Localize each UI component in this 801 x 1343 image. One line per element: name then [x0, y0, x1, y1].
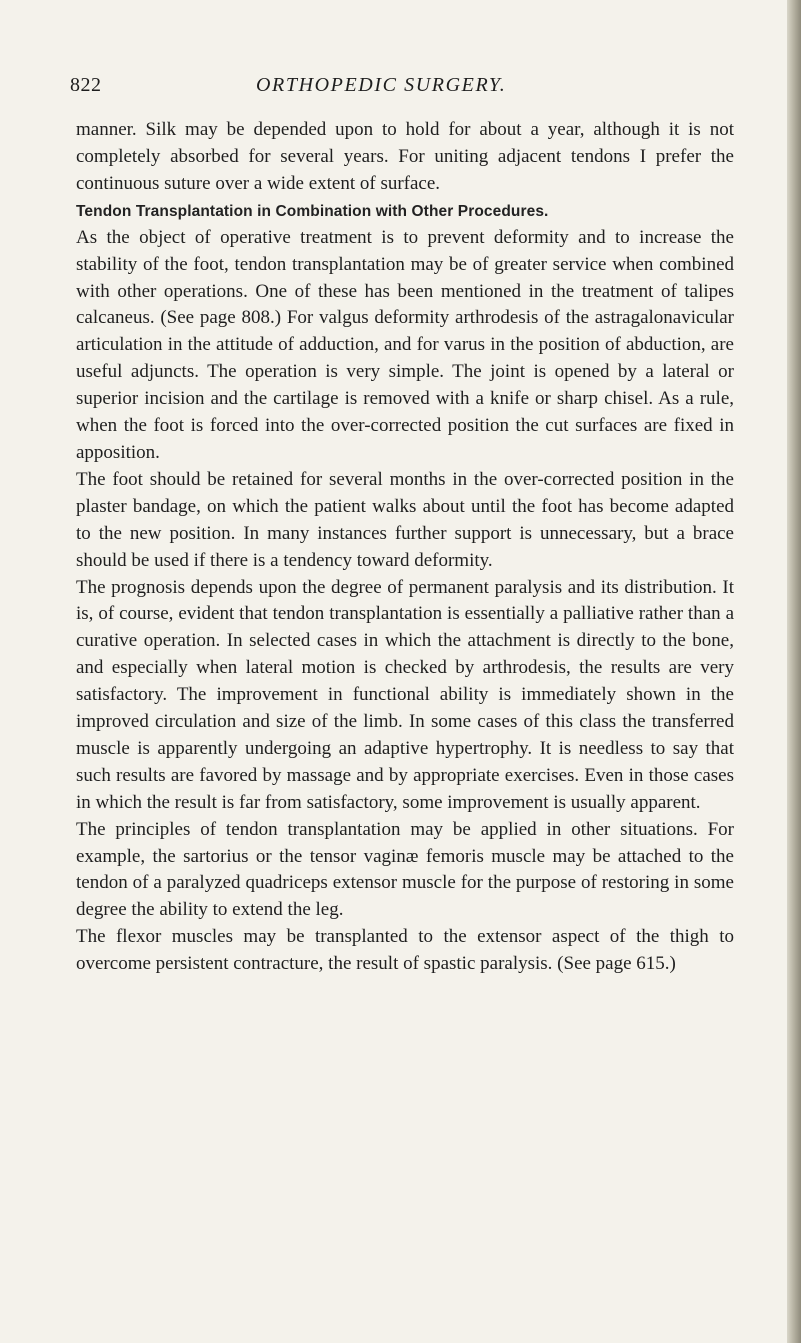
- body-text: [76, 117, 734, 978]
- page-number: 822: [70, 74, 102, 96]
- page-edge-shadow: [787, 0, 801, 1343]
- paragraph-1: manner. Silk may be depended upon to hold for about a year, although it is not completely absorbed for several years. For uniting adjacent tendons I prefer the continuous suture over a wide extent of surface.: [76, 119, 734, 194]
- paragraph-6: The flexor muscles may be transplanted to the extensor aspect of the thigh to overcome persistent contracture, the result of spastic paralysis. (See page 615.): [76, 926, 734, 975]
- paragraph-2: As the object of operative treatment is to prevent deformity and to increase the stability of the foot, tendon transplantation may be of greater service when combined with other operations. One of these has been mentioned in the treatment of talipes calcaneus. (See page 808.) For valgus deformity arthrodesis of the astragalonavicular articulation in the attitude of adduction, and for varus in the position of abduction, are useful adjuncts. The operation is very simple. The joint is opened by a lateral or superior incision and the cartilage is removed with a knife or sharp chisel. As a rule, when the foot is forced into the over-corrected position the cut surfaces are fixed in apposition.: [76, 226, 734, 463]
- paragraph-3: The foot should be retained for several months in the over-corrected position in the plaster bandage, on which the patient walks about until the foot has become adapted to the new position. In many instances further support is unnecessary, but a brace should be used if there is a tendency toward deformity.: [76, 468, 734, 571]
- running-title: ORTHOPEDIC SURGERY.: [256, 74, 507, 96]
- section-heading: Tendon Transplantation in Combination with Other Procedures.: [76, 202, 549, 220]
- paragraph-4: The prognosis depends upon the degree of permanent paralysis and its distribution. It is, of course, evident that tendon transplantation is essentially a palliative rather than a curative operation. In selected cases in which the attachment is directly to the bone, and especially when lateral motion is checked by arthrodesis, the results are very satisfactory. The improvement in functional ability is immediately shown in the improved circulation and size of the limb. In some cases of this class the transferred muscle is apparently undergoing an adaptive hypertrophy. It is needless to say that such results are favored by massage and by appropriate exercises. Even in those cases in which the result is far from satisfactory, some improvement is usually apparent.: [76, 576, 734, 813]
- paragraph-5: The principles of tendon transplantation may be applied in other situations. For example, the sartorius or the tensor vaginæ femoris muscle may be attached to the tendon of a paralyzed quadriceps extensor muscle for the purpose of restoring in some degree the ability to extend the leg.: [76, 818, 734, 921]
- page-header: [70, 74, 730, 104]
